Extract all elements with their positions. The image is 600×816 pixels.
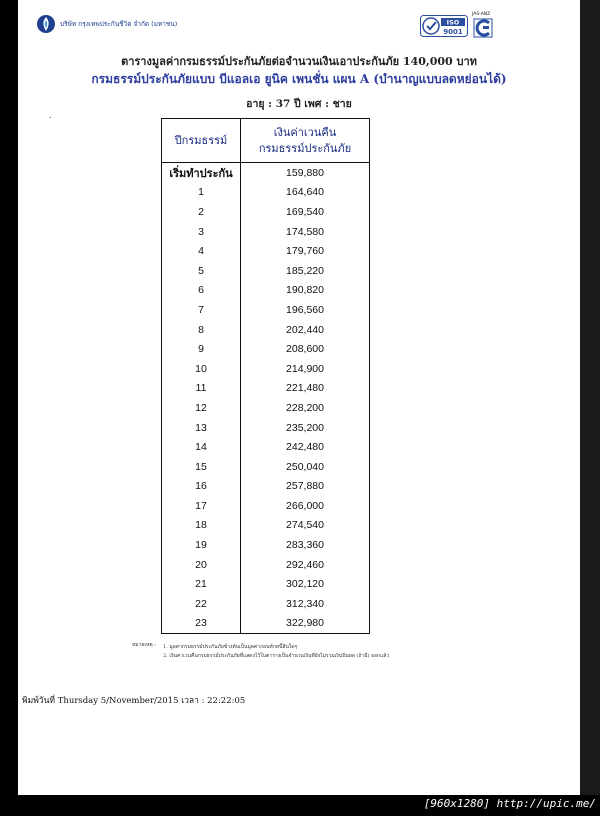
table-row: [162, 281, 370, 301]
surrender-value-cell: 208,600: [241, 339, 370, 359]
surrender-value-cell: 164,640: [241, 183, 370, 203]
table-row: [162, 163, 370, 183]
iso-label: ISO: [446, 18, 460, 27]
header-surrender-value: [241, 119, 370, 163]
surrender-value-table: [161, 118, 370, 634]
table-row: [162, 398, 370, 418]
scrollbar[interactable]: [580, 0, 600, 795]
watermark: [960x1280] http://upic.me/: [423, 797, 596, 810]
table-row: [162, 535, 370, 555]
table-row: [162, 614, 370, 634]
table-row: [162, 574, 370, 594]
policy-year-cell: 4: [162, 241, 241, 261]
table-row: [162, 477, 370, 497]
note-2: 2. เงินค่าเวนคืนกรมธรรม์ประกันภัยที่แสดงไว้ในตารางเป็นจำนวนเงินที่ยังไม่รวมเงินปันผล (ถ้ามี) ออกแล้ว: [163, 653, 390, 659]
surrender-value-cell: 185,220: [241, 261, 370, 281]
surrender-value-cell: 322,980: [241, 614, 370, 634]
policy-year-cell: 13: [162, 418, 241, 438]
policy-year-cell: 3: [162, 222, 241, 242]
surrender-value-cell: 174,580: [241, 222, 370, 242]
surrender-value-cell: 169,540: [241, 202, 370, 222]
table-row: [162, 359, 370, 379]
bangkok-life-logo-icon: [36, 14, 56, 34]
header-surrender-value-line1: เงินค่าเวนคืน: [273, 126, 337, 139]
policy-year-cell: 20: [162, 555, 241, 575]
surrender-value-cell: 159,880: [241, 163, 370, 183]
surrender-value-cell: 283,360: [241, 535, 370, 555]
iso-9001-badge-icon: [420, 15, 468, 37]
company-logo: [36, 14, 177, 34]
surrender-value-cell: 190,820: [241, 281, 370, 301]
policy-year-cell: 15: [162, 457, 241, 477]
table-row: [162, 300, 370, 320]
table-row: [162, 202, 370, 222]
table-row: [162, 437, 370, 457]
stray-dot: .: [49, 111, 52, 120]
surrender-value-cell: 221,480: [241, 379, 370, 399]
policy-year-cell: 11: [162, 379, 241, 399]
policy-year-cell: 21: [162, 574, 241, 594]
policy-year-cell: 18: [162, 516, 241, 536]
surrender-value-cell: 257,880: [241, 477, 370, 497]
doc-title-line1: ตารางมูลค่ากรมธรรม์ประกันภัยต่อจำนวนเงินเอาประกันภัย 140,000 บาท: [121, 55, 477, 68]
policy-year-cell: 5: [162, 261, 241, 281]
surrender-value-cell: 302,120: [241, 574, 370, 594]
table-row: [162, 222, 370, 242]
policy-year-cell: 14: [162, 437, 241, 457]
table-row: [162, 457, 370, 477]
policy-year-cell: 1: [162, 183, 241, 203]
policy-year-cell: 19: [162, 535, 241, 555]
doc-title-line2: กรมธรรม์ประกันภัยแบบ บีแอลเอ ยูนิค เพนชั่น แผน A (บำนาญแบบลดหย่อนได้): [91, 72, 507, 86]
policy-year-cell: 8: [162, 320, 241, 340]
table-row: [162, 183, 370, 203]
policy-year-cell: 22: [162, 594, 241, 614]
surrender-value-cell: 202,440: [241, 320, 370, 340]
header-surrender-value-line2: กรมธรรม์ประกันภัย: [258, 142, 352, 155]
doc-title-line3: อายุ : 37 ปี เพศ : ชาย: [246, 98, 352, 110]
policy-year-cell: 2: [162, 202, 241, 222]
iso-number: 9001: [443, 28, 463, 36]
policy-year-cell: 7: [162, 300, 241, 320]
table-row: [162, 320, 370, 340]
surrender-value-cell: 214,900: [241, 359, 370, 379]
surrender-value-cell: 235,200: [241, 418, 370, 438]
remark-label: หมายเหตุ :: [132, 642, 156, 648]
table-row: [162, 241, 370, 261]
table-row: [162, 516, 370, 536]
note-1: 1. มูลค่ากรมธรรม์ประกันภัยข้างต้นเป็นมูลค่าก่อนหักหนี้สินใดๆ: [163, 644, 298, 650]
surrender-value-cell: 242,480: [241, 437, 370, 457]
policy-year-cell: เริ่มทำประกัน: [162, 163, 241, 183]
jas-label: JAS-ANZ: [472, 12, 491, 17]
surrender-value-cell: 228,200: [241, 398, 370, 418]
table-row: [162, 261, 370, 281]
table-row: [162, 555, 370, 575]
table-row: [162, 379, 370, 399]
surrender-value-cell: 250,040: [241, 457, 370, 477]
table-header-row: [162, 119, 370, 163]
policy-year-cell: 9: [162, 339, 241, 359]
surrender-value-cell: 179,760: [241, 241, 370, 261]
policy-year-cell: 6: [162, 281, 241, 301]
document-page: [18, 0, 580, 795]
header-policy-year: ปีกรมธรรม์: [162, 119, 241, 163]
surrender-value-cell: 312,340: [241, 594, 370, 614]
table-row: [162, 418, 370, 438]
certification-badges: [420, 14, 494, 38]
policy-year-cell: 17: [162, 496, 241, 516]
table-row: [162, 339, 370, 359]
table-row: [162, 496, 370, 516]
surrender-value-cell: 196,560: [241, 300, 370, 320]
policy-year-cell: 16: [162, 477, 241, 497]
policy-year-cell: 12: [162, 398, 241, 418]
jas-anz-icon: [472, 14, 494, 38]
jas-anz-badge: [472, 14, 494, 38]
surrender-value-cell: 266,000: [241, 496, 370, 516]
policy-year-cell: 23: [162, 614, 241, 634]
surrender-value-cell: 292,460: [241, 555, 370, 575]
table-row: [162, 594, 370, 614]
company-name: บริษัท กรุงเทพประกันชีวิต จำกัด (มหาชน): [60, 20, 178, 28]
printed-timestamp: พิมพ์วันที่ Thursday 5/November/2015 เวลา : 22:22:05: [22, 696, 246, 706]
surrender-value-cell: 274,540: [241, 516, 370, 536]
policy-year-cell: 10: [162, 359, 241, 379]
